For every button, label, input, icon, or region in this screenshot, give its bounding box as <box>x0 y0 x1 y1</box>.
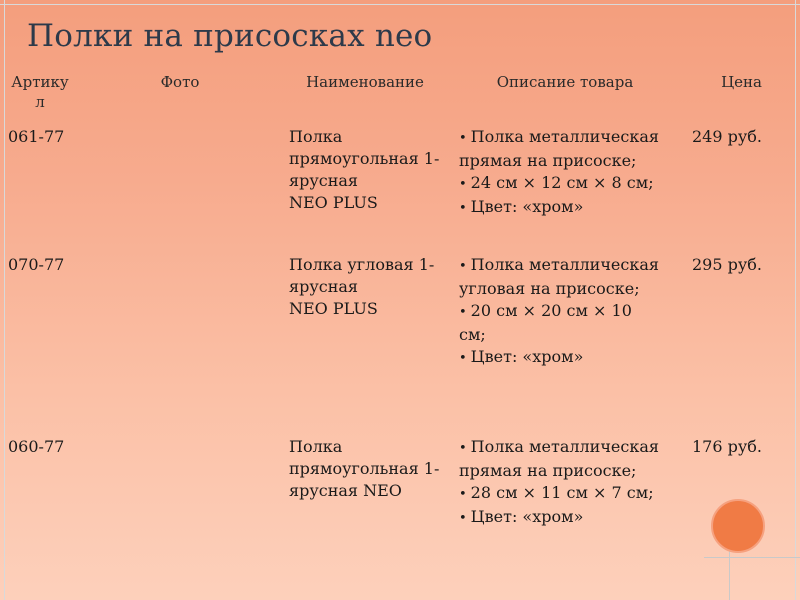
description-line: прямая на присоске; <box>459 461 637 480</box>
bullet-icon: • <box>459 131 467 146</box>
description-line <box>459 300 681 324</box>
bullet-icon: • <box>459 441 467 456</box>
slide-frame-top <box>0 4 800 5</box>
bullet-icon: • <box>459 351 467 366</box>
table-header <box>0 72 800 122</box>
header-article <box>10 72 70 112</box>
bullet-icon: • <box>459 177 467 192</box>
slide-title: Полки на присосках neo <box>27 18 433 54</box>
cell-name <box>289 436 449 502</box>
description-text: 20 см × 20 см × 10 <box>470 301 632 320</box>
header-article-line1: Артику <box>11 73 69 91</box>
decorative-line <box>704 557 800 558</box>
name-line: NEO PLUS <box>289 193 378 212</box>
cell-article: 060-77 <box>8 437 65 456</box>
cell-price: 249 руб. <box>692 127 762 146</box>
bullet-icon: • <box>459 511 467 526</box>
cell-name <box>289 254 449 320</box>
description-text: Цвет: «хром» <box>470 507 584 526</box>
cell-description <box>459 254 681 370</box>
cell-description <box>459 126 681 220</box>
description-line: см; <box>459 325 486 344</box>
description-line <box>459 126 681 150</box>
description-line: прямая на присоске; <box>459 151 637 170</box>
description-line <box>459 506 681 530</box>
header-photo: Фото <box>160 73 200 91</box>
name-line: Полка угловая 1- <box>289 255 435 274</box>
name-line: Полка <box>289 127 343 146</box>
cell-name <box>289 126 449 214</box>
description-text: Цвет: «хром» <box>470 197 584 216</box>
cell-price: 176 руб. <box>692 437 762 456</box>
bullet-icon: • <box>459 305 467 320</box>
name-line: Полка <box>289 437 343 456</box>
cell-price: 295 руб. <box>692 255 762 274</box>
description-text: Полка металлическая <box>470 255 659 274</box>
header-description: Описание товара <box>496 73 634 91</box>
bullet-icon: • <box>459 259 467 274</box>
description-text: 24 см × 12 см × 8 см; <box>470 173 654 192</box>
description-line <box>459 482 681 506</box>
header-price: Цена <box>721 73 762 91</box>
header-article-line2: л <box>35 93 45 111</box>
description-line <box>459 196 681 220</box>
description-text: Цвет: «хром» <box>470 347 584 366</box>
description-line: угловая на присоске; <box>459 279 640 298</box>
name-line: ярусная <box>289 171 359 190</box>
name-line: ярусная NEO <box>289 481 402 500</box>
description-line <box>459 254 681 278</box>
description-text: Полка металлическая <box>470 127 659 146</box>
description-line <box>459 436 681 460</box>
cell-article: 061-77 <box>8 127 65 146</box>
description-text: 28 см × 11 см × 7 см; <box>470 483 654 502</box>
name-line: NEO PLUS <box>289 299 378 318</box>
cell-description <box>459 436 681 530</box>
description-line <box>459 346 681 370</box>
description-line <box>459 172 681 196</box>
cell-article: 070-77 <box>8 255 65 274</box>
bullet-icon: • <box>459 487 467 502</box>
bullet-icon: • <box>459 201 467 216</box>
name-line: прямоугольная 1- <box>289 149 440 168</box>
decorative-circle <box>711 499 765 553</box>
description-text: Полка металлическая <box>470 437 659 456</box>
name-line: прямоугольная 1- <box>289 459 440 478</box>
name-line: ярусная <box>289 277 359 296</box>
header-name: Наименование <box>306 73 424 91</box>
decorative-line <box>729 545 730 600</box>
